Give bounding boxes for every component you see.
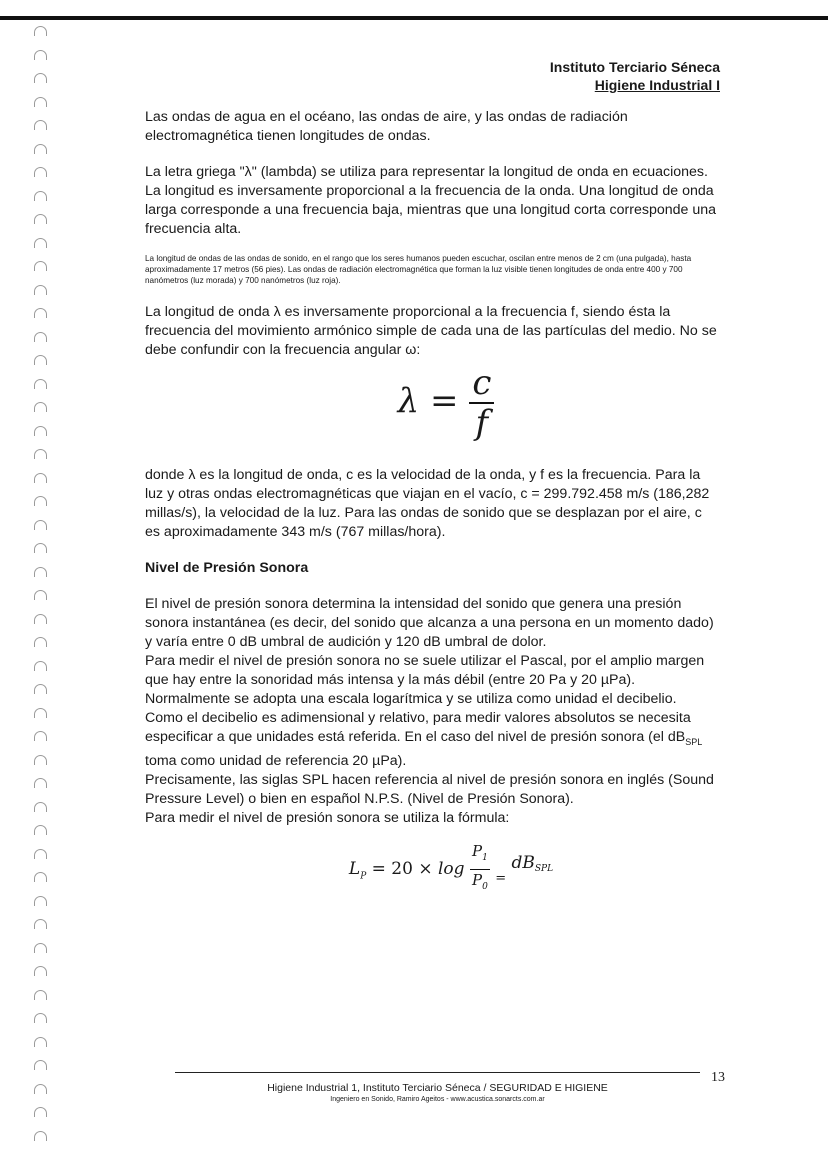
spiral-ring <box>34 449 47 459</box>
spiral-ring <box>34 238 47 248</box>
decibelio-text: Normalmente se adopta una escala logarítmica y se utiliza como unidad el decibelio. Como el decibelio es adimensional y relativo, para medir valores absolutos se necesita especificar a que unidades está referida. En el caso del nivel de presión sonora (el dB <box>145 691 691 745</box>
spiral-ring <box>34 590 47 600</box>
formula-fraction <box>469 363 494 443</box>
decibelio-text-end: toma como unidad de referencia 20 µPa). <box>145 752 407 769</box>
paragraph-nivel-presion: El nivel de presión sonora determina la intensidad del sonido que genera una presión sonora instantánea (es decir, del sonido que alcanza a una persona en un momento dado) y varía entre 0 dB umbral de audición y 120 dB umbral de dolor. <box>145 596 714 650</box>
spiral-ring <box>34 1060 47 1070</box>
spiral-ring <box>34 26 47 36</box>
decibelio-subscript: SPL <box>685 736 703 747</box>
spiral-ring <box>34 308 47 318</box>
spiral-ring <box>34 825 47 835</box>
header-institution: Instituto Terciario Séneca <box>549 59 720 75</box>
page-header <box>145 58 720 94</box>
footer-title: Higiene Industrial 1, Instituto Terciario Séneca / SEGURIDAD E HIGIENE <box>267 1082 608 1094</box>
spiral-ring <box>34 191 47 201</box>
formula-wavelength <box>175 363 717 443</box>
spiral-ring <box>34 567 47 577</box>
spiral-ring <box>34 872 47 882</box>
note-longitud-onda: La longitud de ondas de las ondas de sonido, en el rango que los seres humanos pueden escuchar, oscilan entre menos de 2 cm (una pulgada), hasta aproximadamente 17 metros (56 pies). Las ondas de radiación electromagnética que forman la luz visible tienen longitudes de onda entre 400 y 700 nanómetros (luz morada) y 700 nanómetros (luz roja). <box>145 254 692 285</box>
spiral-ring <box>34 520 47 530</box>
spiral-ring <box>34 73 47 83</box>
spiral-ring <box>34 1084 47 1094</box>
formula-lambda: λ <box>397 381 420 421</box>
spiral-ring <box>34 261 47 271</box>
spiral-ring <box>34 896 47 906</box>
spiral-ring <box>34 990 47 1000</box>
spiral-ring <box>34 1131 47 1141</box>
spiral-ring <box>34 120 47 130</box>
formula-numerator: c <box>469 366 494 404</box>
spiral-ring <box>34 1107 47 1117</box>
spiral-ring <box>34 473 47 483</box>
paragraph-donde: donde λ es la longitud de onda, c es la velocidad de la onda, y f es la frecuencia. Para la luz y otras ondas electromagnéticas que viajan en el vacío, c = 299.792.458 m/s (186,282 millas/s), la velocidad de la luz. Para las ondas de sonido que se desplazan por el aire, c es aproximadamente 343 m/s (767 millas/hora). <box>145 467 710 540</box>
section-heading: Nivel de Presión Sonora <box>145 560 309 576</box>
spiral-ring <box>34 285 47 295</box>
formula-spl-unit-sub: SPL <box>534 863 554 874</box>
formula-spl-middle: = 20 × <box>366 858 438 879</box>
page-content <box>145 108 717 897</box>
formula-spl-equals: = <box>495 870 507 886</box>
formula-spl-log: log <box>438 858 465 879</box>
formula-equals: = <box>430 381 459 421</box>
footer-author: Ingeniero en Sonido, Ramiro Ageitos - www.acustica.sonarcts.com.ar <box>330 1096 545 1103</box>
formula-spl-lhs: L <box>348 858 361 879</box>
top-border <box>0 16 828 20</box>
spiral-ring <box>34 684 47 694</box>
spiral-ring <box>34 637 47 647</box>
formula-spl-num-sub: 1 <box>482 852 488 863</box>
page-footer <box>175 1082 700 1104</box>
spiral-ring <box>34 379 47 389</box>
paragraph-spl: Precisamente, las siglas SPL hacen referencia al nivel de presión sonora en inglés (Sound Pressure Level) o bien en español N.P.S. (Nivel de Presión Sonora). <box>145 771 714 807</box>
spiral-ring <box>34 919 47 929</box>
spiral-ring <box>34 402 47 412</box>
formula-spl-num-p: P <box>471 841 483 860</box>
formula-spl-unit: dB <box>511 852 535 873</box>
paragraph-lambda: La letra griega "λ" (lambda) se utiliza para representar la longitud de onda en ecuaciones. La longitud es inversamente proporcional a la frecuencia de la onda. Una longitud de onda larga corresponde a una frecuencia baja, mientras que una longitud corta corresponde una frecuencia alta. <box>145 164 717 237</box>
spiral-ring <box>34 1013 47 1023</box>
spiral-ring <box>34 1037 47 1047</box>
spiral-ring <box>34 496 47 506</box>
footer-rule <box>175 1072 700 1073</box>
spiral-ring <box>34 849 47 859</box>
paragraph-frecuencia: La longitud de onda λ es inversamente proporcional a la frecuencia f, siendo ésta la frecuencia del movimiento armónico simple de cada una de las partículas del medio. No se debe confundir con la frecuencia angular ω: <box>145 304 717 358</box>
paragraph-formula-intro: Para medir el nivel de presión sonora se utiliza la fórmula: <box>145 809 510 826</box>
spiral-ring <box>34 614 47 624</box>
spiral-ring <box>34 50 47 60</box>
spiral-binding <box>34 26 50 1156</box>
paragraph-ondas: Las ondas de agua en el océano, las ondas de aire, y las ondas de radiación electromagnética tienen longitudes de ondas. <box>145 109 628 144</box>
formula-spl <box>185 842 717 897</box>
spiral-ring <box>34 543 47 553</box>
spiral-ring <box>34 966 47 976</box>
formula-denominator: f <box>475 403 489 443</box>
spiral-ring <box>34 708 47 718</box>
spiral-ring <box>34 214 47 224</box>
spiral-ring <box>34 731 47 741</box>
paragraph-pascal: Para medir el nivel de presión sonora no se suele utilizar el Pascal, por el amplio margen que hay entre la sonoridad más intensa y la más débil (entre 20 Pa y 20 µPa). <box>145 653 705 688</box>
spiral-ring <box>34 755 47 765</box>
formula-spl-denominator <box>470 870 490 897</box>
formula-spl-den-p: P <box>471 870 483 889</box>
spiral-ring <box>34 97 47 107</box>
spiral-ring <box>34 167 47 177</box>
spiral-ring <box>34 943 47 953</box>
spiral-ring <box>34 802 47 812</box>
spiral-ring <box>34 661 47 671</box>
formula-spl-numerator <box>470 842 490 870</box>
formula-spl-fraction <box>470 842 490 897</box>
spiral-ring <box>34 144 47 154</box>
paragraph-decibelio <box>145 690 717 771</box>
spiral-ring <box>34 426 47 436</box>
spiral-ring <box>34 355 47 365</box>
header-course: Higiene Industrial I <box>594 77 720 93</box>
formula-spl-den-sub: 0 <box>482 881 488 892</box>
spiral-ring <box>34 778 47 788</box>
spiral-ring <box>34 332 47 342</box>
page-number: 13 <box>711 1070 725 1085</box>
formula-spl-lhs-sub: P <box>360 871 367 882</box>
